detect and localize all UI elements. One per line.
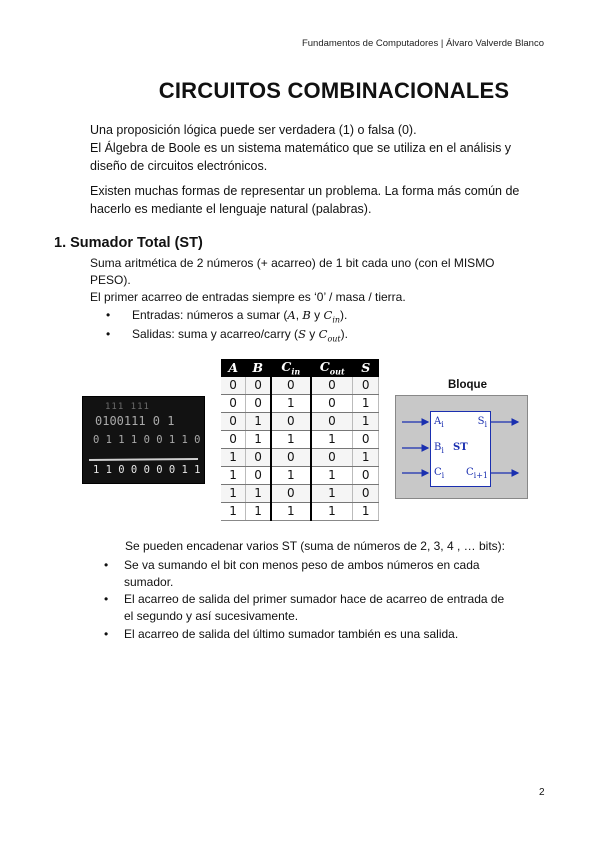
cell: 0 — [353, 377, 379, 395]
cell: 1 — [311, 484, 353, 502]
var-s: S — [298, 327, 306, 341]
bullet-text: Se va sumando el bit con menos peso de ambos números en cada — [124, 558, 480, 572]
table-row — [221, 394, 379, 412]
bullet-dot: • — [104, 558, 109, 572]
header-b: B — [246, 359, 272, 377]
cell: 1 — [246, 502, 272, 520]
var-b: B — [302, 308, 311, 322]
page-header: Fundamentos de Computadores | Álvaro Valverde Blanco — [301, 38, 544, 49]
chalkboard-image — [82, 396, 205, 484]
cell: 0 — [311, 448, 353, 466]
section-description — [90, 255, 540, 306]
cell: 0 — [271, 412, 310, 430]
table-row — [221, 484, 379, 502]
cell: 1 — [353, 448, 379, 466]
chain-bullet-3 — [104, 626, 548, 643]
intro-line: diseño de circuitos electrónicos. — [90, 159, 268, 173]
cell: 0 — [221, 377, 246, 395]
cell: 0 — [311, 394, 353, 412]
bullet-text: Salidas: suma y acarreo/carry ( — [132, 327, 299, 341]
chalk-carry-row: 111 111 — [105, 402, 150, 412]
cell: 1 — [311, 430, 353, 448]
separator: y — [310, 308, 324, 322]
separator: ). — [340, 308, 348, 322]
table-row — [221, 448, 379, 466]
desc-line: Suma aritmética de 2 números (+ acarreo) de 1 bit cada uno (con el MISMO — [90, 256, 495, 270]
cell: 0 — [221, 430, 246, 448]
cell: 0 — [311, 412, 353, 430]
cell: 1 — [271, 466, 310, 484]
output-s-label: $S_i$ — [477, 416, 487, 429]
block-name: ST — [453, 442, 468, 453]
chain-intro: Se pueden encadenar varios ST (suma de números de 2, 3, 4 , … bits): — [125, 539, 505, 553]
cell: 0 — [221, 394, 246, 412]
input-b-label: $B_i$ — [434, 442, 444, 455]
desc-line: PESO). — [90, 273, 131, 287]
block-diagram — [395, 395, 528, 499]
bullet-text: El acarreo de salida del primer sumador hace de acarreo de entrada de — [124, 592, 505, 606]
chain-bullet-1 — [104, 557, 548, 591]
table-row — [221, 466, 379, 484]
chalk-number-1: 0100111 0 1 — [95, 414, 175, 428]
cell: 0 — [271, 484, 310, 502]
chalk-number-2: 0 1 1 1 0 0 1 1 0 — [93, 434, 201, 446]
cell: 1 — [221, 502, 246, 520]
section-heading: 1. Sumador Total (ST) — [54, 235, 203, 251]
cell: 1 — [246, 484, 272, 502]
truth-table — [221, 359, 379, 521]
page-number: 2 — [539, 787, 545, 798]
cell: 0 — [311, 377, 353, 395]
cell: 1 — [271, 502, 310, 520]
intro-paragraph-2 — [90, 182, 540, 218]
chalk-result: 1 1 0 0 0 0 0 1 1 — [93, 464, 201, 476]
cell: 0 — [353, 430, 379, 448]
separator: ). — [340, 327, 348, 341]
separator: , — [295, 308, 303, 322]
cell: 1 — [311, 466, 353, 484]
var-cin: $C_{in}$ — [323, 308, 341, 325]
table-row — [221, 377, 379, 395]
input-a-label: $A_i$ — [434, 416, 444, 429]
st-block — [430, 411, 491, 487]
page-title: CIRCUITOS COMBINACIONALES — [158, 78, 510, 103]
output-c-label: $C_{i+1}$ — [465, 467, 488, 480]
bullet-text: el segundo y así sucesivamente. — [124, 609, 299, 623]
input-c-label: $C_i$ — [434, 467, 445, 480]
cell: 0 — [353, 484, 379, 502]
intro-line: Una proposición lógica puede ser verdadera (1) o falsa (0). — [90, 123, 417, 137]
table-header-row — [221, 359, 379, 377]
bullet-text: Entradas: números a sumar ( — [132, 308, 288, 322]
bullet-dot: • — [104, 592, 109, 606]
bullet-dot: • — [106, 308, 111, 322]
cell: 1 — [271, 394, 310, 412]
cell: 0 — [271, 377, 310, 395]
cell: 0 — [221, 412, 246, 430]
block-title: Bloque — [448, 379, 487, 391]
cell: 1 — [353, 394, 379, 412]
cell: 0 — [271, 448, 310, 466]
cell: 1 — [221, 466, 246, 484]
cell: 0 — [246, 466, 272, 484]
cell: 0 — [353, 466, 379, 484]
cell: 1 — [221, 484, 246, 502]
bullet-dot: • — [104, 627, 109, 641]
chain-bullet-2 — [104, 591, 548, 625]
cell: 1 — [246, 412, 272, 430]
table-row — [221, 430, 379, 448]
separator: y — [305, 327, 319, 341]
table-row — [221, 412, 379, 430]
cell: 1 — [221, 448, 246, 466]
cell: 0 — [246, 377, 272, 395]
bullet-outputs — [106, 326, 540, 347]
var-cout: $C_{out}$ — [318, 327, 341, 344]
cell: 1 — [311, 502, 353, 520]
desc-line: El primer acarreo de entradas siempre es ‘0’ / masa / tierra. — [90, 290, 406, 304]
cell: 0 — [246, 394, 272, 412]
cell: 0 — [246, 448, 272, 466]
header-cout: $C_{out}$ — [311, 359, 353, 377]
header-a: A — [221, 359, 246, 377]
bullet-text: sumador. — [124, 575, 174, 589]
intro-line: hacerlo es mediante el lenguaje natural (palabras). — [90, 202, 372, 216]
header-cin: $C_{in}$ — [271, 359, 310, 377]
var-a: A — [287, 308, 296, 322]
intro-line: Existen muchas formas de representar un problema. La forma más común de — [90, 184, 520, 198]
cell: 1 — [246, 430, 272, 448]
bullet-text: El acarreo de salida del último sumador también es una salida. — [124, 627, 459, 641]
cell: 1 — [353, 502, 379, 520]
bullet-dot: • — [106, 327, 111, 341]
intro-paragraph-1 — [90, 121, 540, 175]
cell: 1 — [271, 430, 310, 448]
intro-line: El Álgebra de Boole es un sistema matemático que se utiliza en el análisis y — [90, 141, 512, 155]
cell: 1 — [353, 412, 379, 430]
table-row — [221, 502, 379, 520]
header-s: S — [353, 359, 379, 377]
